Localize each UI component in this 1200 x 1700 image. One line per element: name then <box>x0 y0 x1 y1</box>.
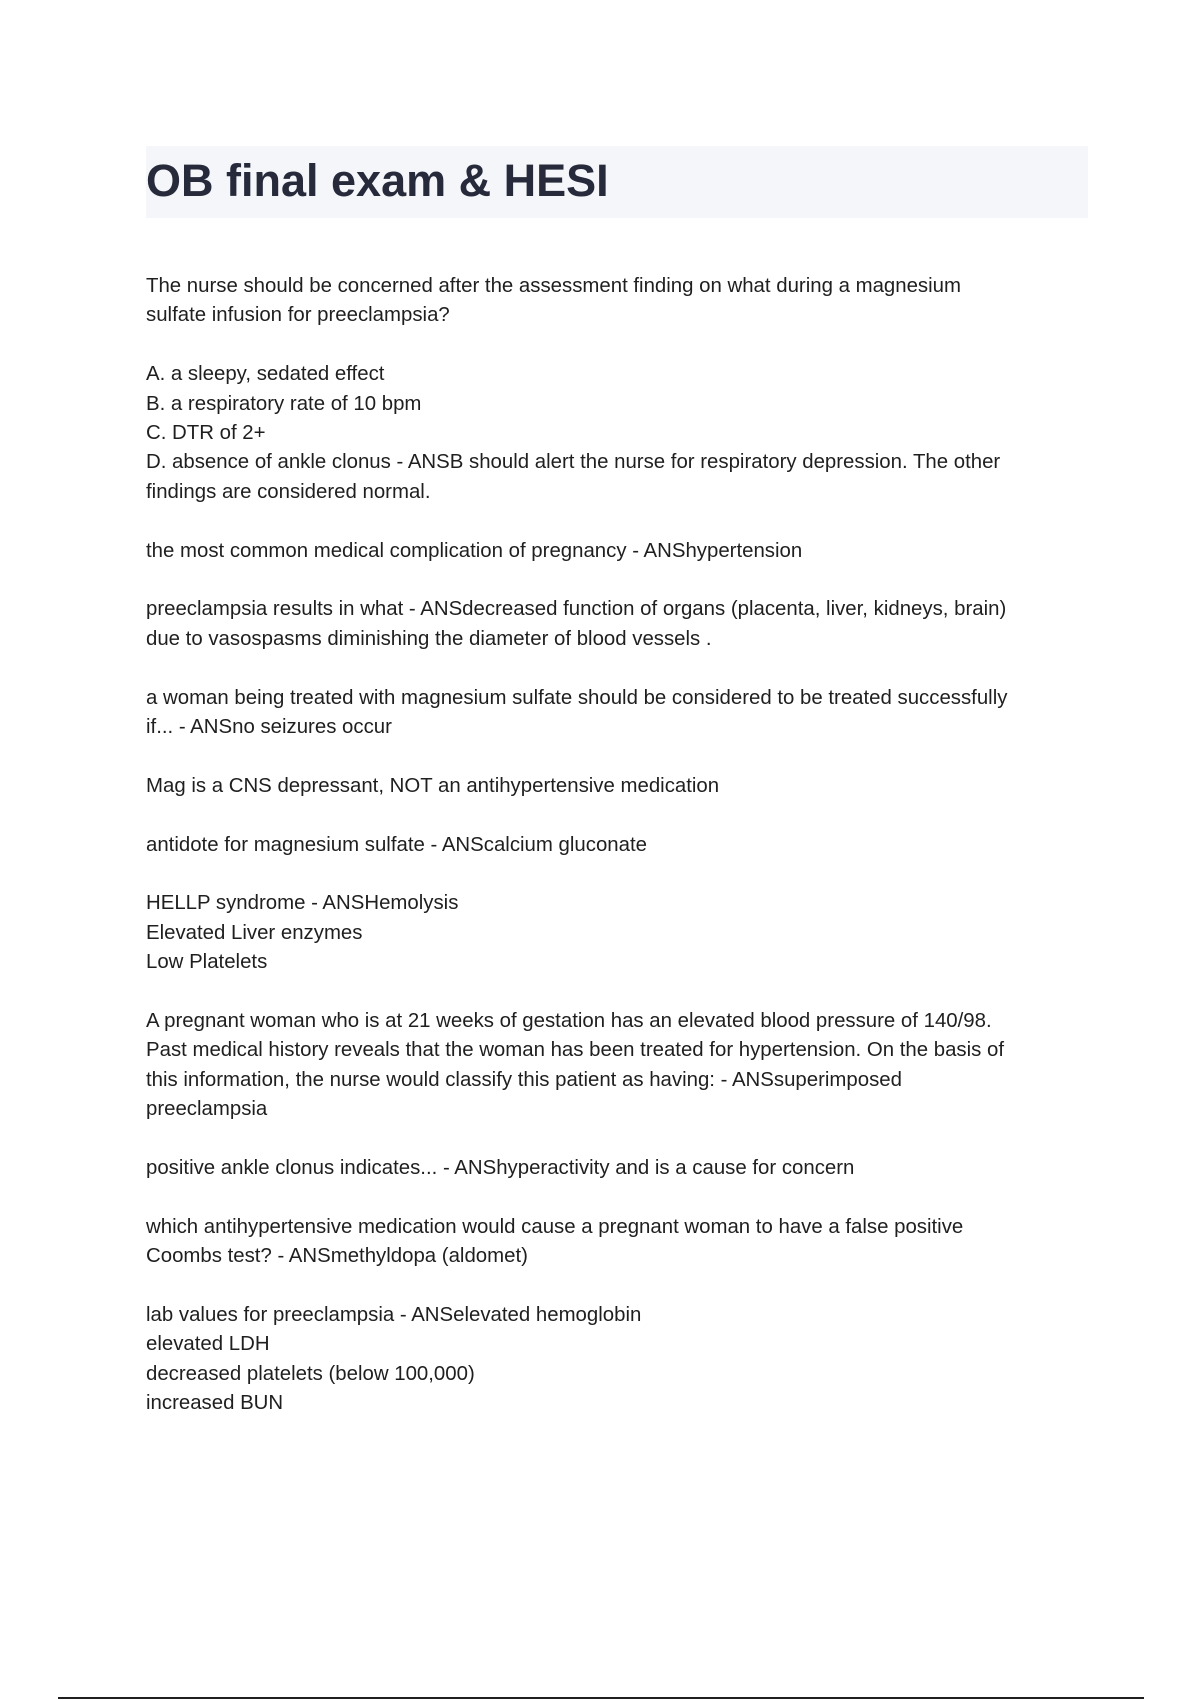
text-line: preeclampsia <box>146 1098 268 1121</box>
text-line: A. a sleepy, sedated effect <box>146 363 385 386</box>
text-line: Elevated Liver enzymes <box>146 921 363 944</box>
qa-entry <box>146 1007 1086 1125</box>
text-line: which antihypertensive medication would cause a pregnant woman to have a false positive <box>146 1215 964 1238</box>
text-line: A pregnant woman who is at 21 weeks of gestation has an elevated blood pressure of 140/98. <box>146 1010 992 1033</box>
text-line: increased BUN <box>146 1392 284 1415</box>
title-banner <box>146 146 1088 218</box>
footer-divider <box>58 1697 1144 1699</box>
text-line: findings are considered normal. <box>146 480 431 503</box>
qa-entry <box>146 772 1086 801</box>
text-line: B. a respiratory rate of 10 bpm <box>146 392 422 415</box>
text-line: due to vasospasms diminishing the diameter of blood vessels . <box>146 627 712 650</box>
text-line: The nurse should be concerned after the assessment finding on what during a magnesium <box>146 275 961 297</box>
text-line: Low Platelets <box>146 951 268 974</box>
qa-entry <box>146 360 1086 507</box>
document-body <box>146 272 1086 1448</box>
qa-entry <box>146 537 1086 566</box>
qa-entry <box>146 1213 1086 1272</box>
text-line: antidote for magnesium sulfate - ANScalcium gluconate <box>146 833 647 856</box>
text-line: this information, the nurse would classify this patient as having: - ANSsuperimposed <box>146 1068 902 1091</box>
text-line: C. DTR of 2+ <box>146 422 266 445</box>
text-line: lab values for preeclampsia - ANSelevated hemoglobin <box>146 1304 642 1327</box>
text-line: decreased platelets (below 100,000) <box>146 1362 475 1385</box>
text-line: Mag is a CNS depressant, NOT an antihypertensive medication <box>146 774 720 797</box>
text-line: sulfate infusion for preeclampsia? <box>146 304 450 327</box>
qa-entry <box>146 1301 1086 1419</box>
qa-entry <box>146 595 1086 654</box>
qa-entry <box>146 831 1086 860</box>
text-line: HELLP syndrome - ANSHemolysis <box>146 892 459 915</box>
qa-entry <box>146 889 1086 977</box>
text-line: positive ankle clonus indicates... - ANShyperactivity and is a cause for concern <box>146 1157 855 1180</box>
qa-entry <box>146 1154 1086 1183</box>
text-line: the most common medical complication of pregnancy - ANShypertension <box>146 539 803 562</box>
text-line: preeclampsia results in what - ANSdecreased function of organs (placenta, liver, kidneys, brain) <box>146 598 1007 621</box>
text-line: Past medical history reveals that the woman has been treated for hypertension. On the basis of <box>146 1039 1005 1062</box>
page-title: OB final exam & HESI <box>146 155 609 206</box>
text-line: a woman being treated with magnesium sulfate should be considered to be treated successfully <box>146 686 1008 709</box>
text-line: if... - ANSno seizures occur <box>146 716 392 739</box>
text-line: elevated LDH <box>146 1333 270 1356</box>
qa-entry <box>146 684 1086 743</box>
text-line: Coombs test? - ANSmethyldopa (aldomet) <box>146 1245 528 1268</box>
text-line: D. absence of ankle clonus - ANSB should alert the nurse for respiratory depression. The other <box>146 451 1001 474</box>
qa-entry <box>146 272 1086 331</box>
